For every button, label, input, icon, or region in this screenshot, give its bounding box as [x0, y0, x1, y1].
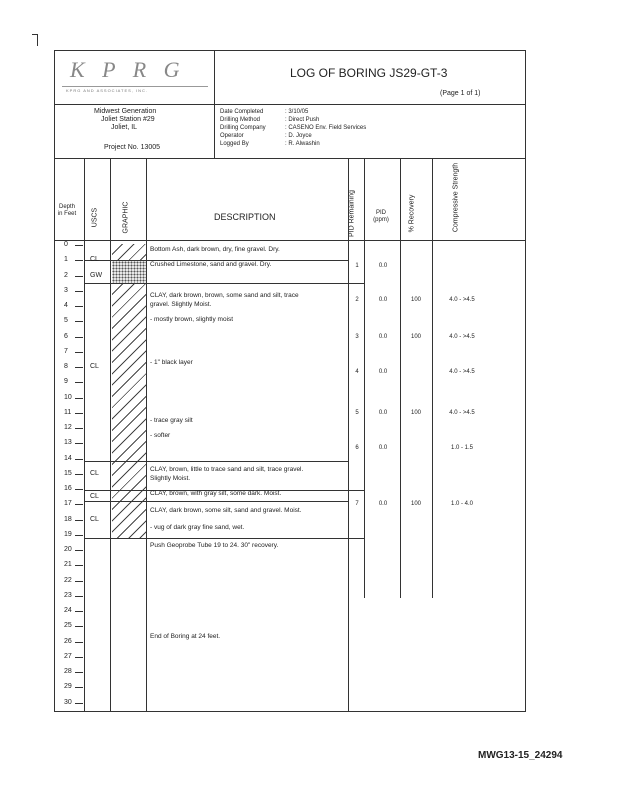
compressive-strength: 1.0 - 4.0	[450, 501, 473, 508]
depth-tick	[75, 642, 83, 643]
depth-label: 4	[64, 302, 68, 309]
col-graphic-header: GRAPHIC	[122, 201, 130, 234]
depth-label: 6	[64, 332, 68, 340]
depth-tick	[75, 672, 83, 673]
col-line	[364, 158, 365, 598]
sample-number: 5	[355, 409, 359, 416]
pid-reading: 0.0	[378, 263, 388, 270]
description-line: gravel. Slightly Moist.	[150, 300, 212, 308]
logo-tagline: KPRG AND ASSOCIATES, INC.	[66, 88, 149, 93]
depth-tick	[75, 611, 83, 612]
depth-label: 5	[64, 317, 68, 325]
description-line: Slightly Moist.	[150, 474, 191, 482]
depth-tick	[75, 260, 83, 261]
depth-tick	[75, 550, 83, 551]
col-uscs-header: USCS	[91, 207, 99, 228]
sample-number: 4	[355, 368, 359, 375]
header-field-label: Drilling Company	[220, 125, 266, 131]
depth-label: 1	[64, 256, 68, 264]
depth-label: 15	[64, 469, 72, 477]
uscs-code: GW	[90, 271, 103, 279]
depth-label: 0	[64, 241, 68, 248]
header-field-value: : CASENO Env. Field Services	[285, 125, 367, 131]
sample-boundary	[348, 283, 364, 284]
col-line	[110, 158, 111, 712]
depth-label: 27	[64, 652, 72, 660]
sample-number: 2	[355, 296, 359, 303]
recovery-percent: 100	[410, 296, 421, 303]
depth-tick	[75, 581, 83, 582]
depth-tick	[75, 596, 83, 597]
depth-label: 8	[64, 363, 68, 370]
sample-number: 3	[355, 333, 359, 340]
sample-boundary	[348, 538, 364, 539]
col-pid-header: PID (ppm)	[373, 210, 389, 223]
depth-tick	[75, 687, 83, 688]
gravel-pattern	[112, 261, 146, 283]
pid-reading: 0.0	[378, 444, 388, 451]
layer-boundary	[84, 283, 348, 284]
uscs-code: CL	[90, 492, 99, 500]
col-line	[146, 158, 147, 712]
description-line: Bottom Ash, dark brown, dry, fine gravel. Dry.	[150, 246, 280, 254]
col-line	[348, 158, 349, 712]
depth-label: 29	[64, 683, 72, 691]
layer-boundary	[84, 538, 348, 539]
depth-label: 26	[64, 637, 72, 645]
company-logo: K P R G	[70, 57, 186, 82]
description-line: CLAY, brown, with gray silt, some dark. Moist.	[150, 490, 282, 498]
description-line: - vug of dark gray fine sand, wet.	[150, 523, 245, 531]
col-pid-remaining-header: PID Remaining	[348, 189, 356, 238]
depth-tick	[75, 459, 83, 460]
depth-tick	[75, 504, 83, 505]
client-line-3: Joliet, IL	[111, 124, 138, 131]
compressive-strength: 1.0 - 1.5	[450, 444, 473, 451]
header-field-value: : 3/10/05	[285, 109, 309, 115]
header-field-label: Date Completed	[220, 109, 264, 115]
depth-label: 20	[64, 546, 72, 553]
header-field-label: Drilling Method	[220, 117, 261, 123]
depth-tick	[75, 626, 83, 627]
depth-label: 9	[64, 378, 68, 386]
col-line	[400, 158, 401, 598]
col-description-header: DESCRIPTION	[214, 212, 276, 222]
description-line: CLAY, brown, little to trace sand and silt, trace gravel.	[150, 465, 304, 473]
uscs-code: CL	[90, 469, 99, 477]
header-field-label: Logged By	[220, 141, 249, 147]
depth-tick	[75, 245, 83, 246]
client-line-2: Joliet Station #29	[101, 116, 155, 123]
header-field-value: : D. Joyce	[285, 133, 312, 139]
sample-number: 6	[355, 444, 359, 451]
sample-boundary	[348, 490, 364, 491]
header-field-label: Operator	[220, 133, 244, 139]
depth-label: 13	[64, 439, 72, 447]
col-line	[432, 158, 433, 598]
sample-number: 7	[355, 501, 359, 508]
depth-label: 25	[64, 622, 72, 630]
description-line: - softer	[150, 432, 171, 440]
depth-tick	[75, 565, 83, 566]
pid-reading: 0.0	[378, 501, 388, 508]
depth-tick	[75, 398, 83, 399]
depth-label: 22	[64, 576, 72, 584]
pid-reading: 0.0	[378, 368, 388, 375]
description-line: End of Boring at 24 feet.	[150, 633, 221, 641]
depth-tick	[75, 703, 83, 704]
depth-label: 28	[64, 668, 72, 675]
col-recovery-header: % Recovery	[408, 194, 416, 233]
depth-tick	[75, 428, 83, 429]
depth-label: 2	[64, 271, 68, 279]
depth-label: 3	[64, 286, 68, 294]
depth-tick	[75, 443, 83, 444]
description-line: - trace gray silt	[150, 416, 193, 424]
recovery-percent: 100	[410, 409, 421, 416]
compressive-strength: 4.0 - >4.5	[449, 333, 475, 340]
project-number: Project No. 13005	[104, 144, 161, 151]
depth-label: 24	[64, 607, 72, 614]
description-line: - 1" black layer	[150, 358, 193, 366]
depth-tick	[75, 352, 83, 353]
depth-label: 11	[64, 408, 72, 416]
layer-boundary	[84, 461, 348, 462]
depth-label: 12	[64, 424, 72, 431]
document-id: MWG13-15_24294	[478, 750, 563, 761]
header-field-value: : Direct Push	[285, 117, 320, 123]
depth-tick	[75, 474, 83, 475]
depth-tick	[75, 306, 83, 307]
sample-number: 1	[355, 263, 359, 270]
client-line-1: Midwest Generation	[94, 108, 157, 115]
col-depth-header: Depth in Feet	[57, 204, 77, 217]
depth-tick	[75, 489, 83, 490]
logo-rule	[62, 86, 208, 87]
pid-reading: 0.0	[378, 409, 388, 416]
clay-hatch	[112, 244, 146, 260]
description-line: CLAY, dark brown, brown, some sand and silt, trace	[150, 291, 299, 299]
depth-tick	[75, 657, 83, 658]
compressive-strength: 4.0 - >4.5	[449, 296, 475, 303]
depth-label: 19	[64, 530, 72, 538]
depth-label: 23	[64, 591, 72, 599]
header-rule	[54, 104, 526, 105]
description-line: Push Geoprobe Tube 19 to 24. 30" recovery.	[150, 541, 279, 549]
depth-label: 21	[64, 561, 72, 569]
description-line: Crushed Limestone, sand and gravel. Dry.	[150, 261, 272, 269]
depth-tick	[75, 535, 83, 536]
description-line: CLAY, dark brown, some silt, sand and gravel. Moist.	[150, 506, 302, 514]
depth-tick	[75, 321, 83, 322]
corner-mark	[37, 34, 38, 46]
depth-label: 14	[64, 454, 72, 462]
depth-tick	[75, 276, 83, 277]
pid-reading: 0.0	[378, 296, 388, 303]
uscs-code: CL	[90, 363, 99, 370]
pid-reading: 0.0	[378, 333, 388, 340]
depth-tick	[75, 382, 83, 383]
compressive-strength: 4.0 - >4.5	[449, 409, 475, 416]
depth-tick	[75, 367, 83, 368]
page-indicator: (Page 1 of 1)	[440, 90, 481, 97]
log-title: LOG OF BORING JS29-GT-3	[290, 66, 448, 80]
depth-label: 17	[64, 500, 72, 508]
depth-label: 7	[64, 347, 68, 355]
depth-tick	[75, 337, 83, 338]
description-line: - mostly brown, slightly moist	[150, 316, 234, 324]
depth-label: 30	[64, 698, 72, 706]
depth-label: 16	[64, 485, 72, 492]
col-strength-header: Compressive Strength	[452, 162, 460, 233]
recovery-percent: 100	[410, 501, 421, 508]
depth-label: 18	[64, 515, 72, 523]
depth-tick	[75, 413, 83, 414]
uscs-code: CL	[90, 256, 99, 264]
depth-tick	[75, 520, 83, 521]
clay-hatch	[112, 284, 146, 538]
recovery-percent: 100	[410, 333, 421, 340]
layer-boundary	[84, 501, 348, 502]
uscs-code: CL	[90, 515, 99, 523]
depth-label: 10	[64, 393, 72, 401]
depth-tick	[75, 291, 83, 292]
compressive-strength: 4.0 - >4.5	[449, 368, 475, 375]
header-field-value: : R. Alwashin	[285, 141, 320, 147]
